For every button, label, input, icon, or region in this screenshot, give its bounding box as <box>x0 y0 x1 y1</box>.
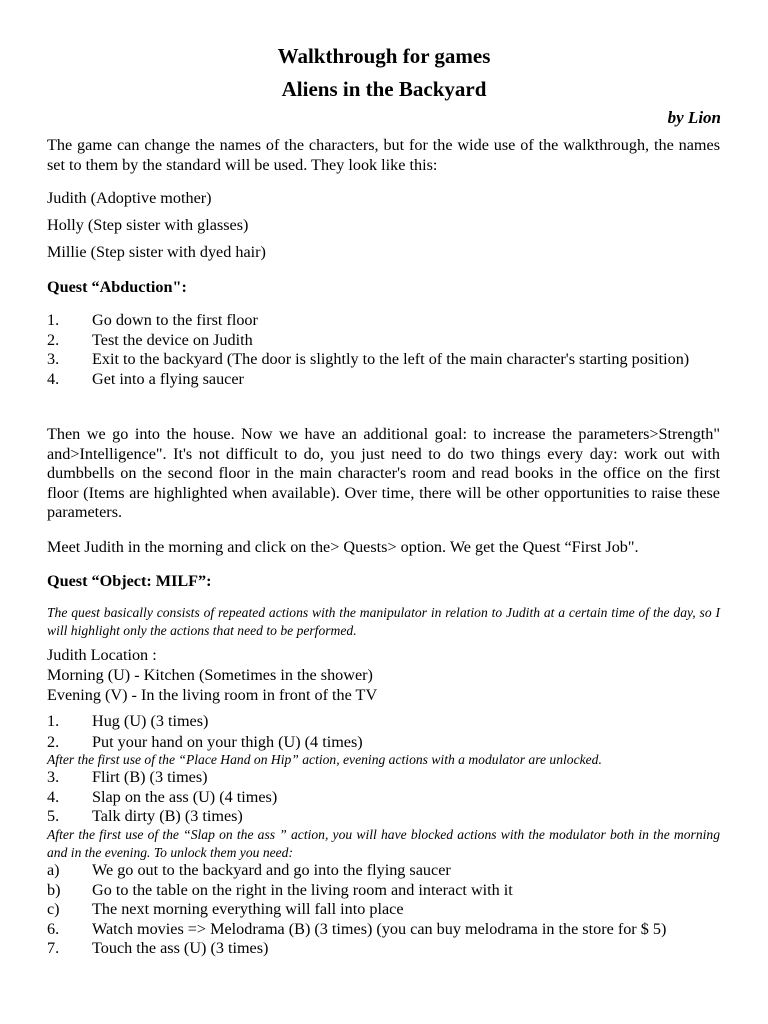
location-evening: Evening (V) - In the living room in front of the TV <box>47 686 378 704</box>
list-item: c) The next morning everything will fall into place <box>47 900 404 918</box>
list-item: b) Go to the table on the right in the living room and interact with it <box>47 880 513 899</box>
list-item: 1. Go down to the first floor <box>47 311 258 329</box>
quest-milf-note: The quest basically consists of repeated actions with the manipulator in relation to Judith at a certain time of the day, so I will highlight only the actions that need to be performed. <box>47 605 720 638</box>
list-item: 3. Flirt (B) (3 times) <box>47 768 208 786</box>
character-judith: Judith (Adoptive mother) <box>47 189 212 207</box>
list-item: 7. Touch the ass (U) (3 times) <box>47 939 269 957</box>
note-slap: After the first use of the “Slap on the ass ” action, you will have blocked actions with the modulator both in the morning and in the evening. To unlock them you need: <box>47 827 720 860</box>
abduction-steps <box>47 311 720 389</box>
list-item: 2. Put your hand on your thigh (U) (4 times) <box>47 732 363 751</box>
title-line-2: Aliens in the Backyard <box>281 77 487 101</box>
character-holly: Holly (Step sister with glasses) <box>47 216 249 234</box>
list-item: 3. Exit to the backyard (The door is slightly to the left of the main character's starting position) <box>47 350 690 368</box>
meet-judith-paragraph: Meet Judith in the morning and click on the> Quests> option. We get the Quest “First Job". <box>47 538 639 556</box>
location-morning: Morning (U) - Kitchen (Sometimes in the shower) <box>47 666 373 684</box>
title-line-1: Walkthrough for games <box>277 44 491 68</box>
quest-abduction-heading: Quest “Abduction": <box>47 278 187 296</box>
note-hip: After the first use of the “Place Hand on Hip” action, evening actions with a modulator are unlocked. <box>47 752 602 767</box>
list-item: 1. Hug (U) (3 times) <box>47 712 209 730</box>
list-item: 4. Slap on the ass (U) (4 times) <box>47 787 278 806</box>
milf-steps-b <box>47 768 720 827</box>
list-item: 5. Talk dirty (B) (3 times) <box>47 807 243 825</box>
list-item: a) We go out to the backyard and go into the flying saucer <box>47 861 451 879</box>
milf-steps-c <box>47 861 720 959</box>
milf-steps-a <box>47 712 720 752</box>
character-millie: Millie (Step sister with dyed hair) <box>47 243 266 261</box>
location-title: Judith Location : <box>47 646 157 664</box>
list-item: 6. Watch movies => Melodrama (B) (3 times) (you can buy melodrama in the store for $ 5) <box>47 919 667 938</box>
intro-paragraph: The game can change the names of the characters, but for the wide use of the walkthrough, the names set to them by the standard will be used. They look like this: <box>47 136 720 174</box>
list-item: 4. Get into a flying saucer <box>47 369 244 388</box>
house-paragraph: Then we go into the house. Now we have an additional goal: to increase the parameters>Strength" and>Intelligence". It's not difficult to do, you just need to do two things every day: work out with dumbbells on the second floor in the main character's room and read books in the office on the first floor (Items are highlighted when available). Over time, there will be other opportunities to raise these parameters. <box>47 425 720 521</box>
list-item: 2. Test the device on Judith <box>47 330 253 349</box>
quest-milf-heading: Quest “Object: MILF”: <box>47 572 212 590</box>
author: by Lion <box>667 108 721 127</box>
